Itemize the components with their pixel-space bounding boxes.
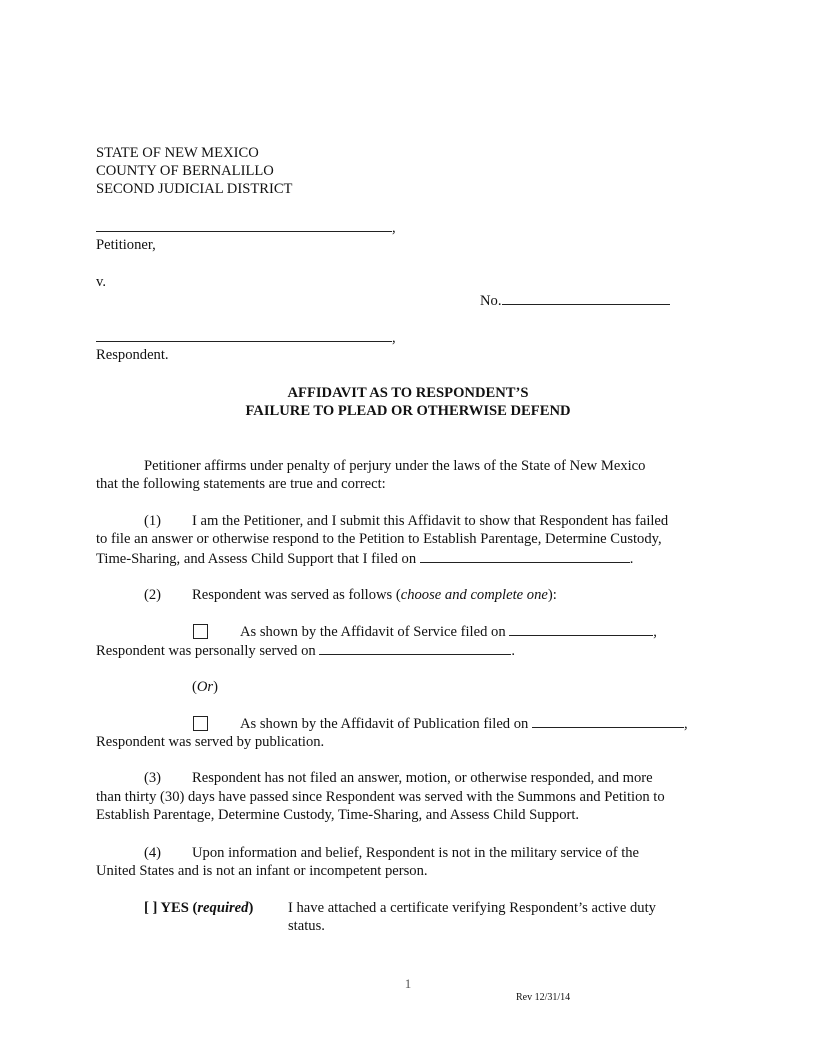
court-state: STATE OF NEW MEXICO: [96, 145, 259, 161]
item1-line3: [96, 549, 633, 568]
respondent-comma: ,: [392, 330, 396, 346]
intro-line1: Petitioner affirms under penalty of perjury under the laws of the State of New Mexico: [144, 458, 646, 474]
item1-number: (1): [144, 513, 162, 529]
or-close: ): [213, 679, 218, 695]
item2-text: [192, 586, 557, 604]
or-label: [192, 678, 218, 696]
document-title-line2: FAILURE TO PLEAD OR OTHERWISE DEFEND: [245, 403, 571, 419]
page-number: 1: [404, 976, 412, 991]
document-title-line1: AFFIDAVIT AS TO RESPONDENT’S: [287, 385, 529, 401]
personal-service-date-line[interactable]: [319, 641, 511, 655]
option-a-line2: [96, 641, 515, 660]
court-county: COUNTY OF BERNALILLO: [96, 163, 274, 179]
option-a-comma: ,: [653, 624, 657, 640]
item3-line1: Respondent has not filed an answer, motion, or otherwise responded, and more: [192, 770, 653, 786]
item3-number: (3): [144, 770, 162, 786]
case-number-label: No.: [480, 293, 502, 309]
publication-checkbox[interactable]: [193, 716, 208, 731]
item1-line3-text: Time-Sharing, and Assess Child Support that I filed on: [96, 551, 417, 567]
revision-label: Rev 12/31/14: [516, 992, 571, 1003]
item2-text-lead: Respondent was served as follows (: [192, 587, 401, 603]
option-a-served-text: Respondent was personally served on: [96, 643, 316, 659]
option-a-line1: [240, 622, 657, 641]
or-text: Or: [196, 679, 214, 695]
respondent-name-field[interactable]: [96, 328, 396, 347]
item3-line2: than thirty (30) days have passed since Respondent was served with the Summons and Petition to: [96, 789, 665, 805]
petition-filed-date-line[interactable]: [420, 549, 630, 563]
option-a-period: .: [511, 643, 515, 659]
item1-end: .: [629, 551, 634, 567]
respondent-label: Respondent.: [96, 347, 169, 363]
petitioner-comma: ,: [392, 220, 396, 236]
respondent-name-line[interactable]: [96, 328, 392, 342]
court-district: SECOND JUDICIAL DISTRICT: [96, 181, 293, 197]
item1-line2: to file an answer or otherwise respond to the Petition to Establish Parentage, Determine Custody,: [96, 531, 662, 547]
case-number-line[interactable]: [502, 291, 670, 305]
option-b-text: As shown by the Affidavit of Publication filed on: [240, 716, 529, 732]
item3-line3: Establish Parentage, Determine Custody, Time-Sharing, and Assess Child Support.: [96, 807, 580, 823]
intro-line2: that the following statements are true and correct:: [96, 476, 386, 492]
case-number-field[interactable]: [480, 291, 670, 310]
service-checkbox[interactable]: [193, 624, 208, 639]
item2-close: ):: [547, 587, 557, 603]
option-b-comma: ,: [684, 716, 688, 732]
military-yes-option[interactable]: [144, 899, 253, 917]
yes-bracket: [ ] YES (: [144, 900, 198, 916]
petitioner-label: Petitioner,: [96, 237, 156, 253]
service-filed-date-line[interactable]: [509, 622, 653, 636]
option-a-text: As shown by the Affidavit of Service filed on: [240, 624, 506, 640]
option-b-line2: Respondent was served by publication.: [96, 734, 325, 750]
or-open: (: [192, 679, 197, 695]
item4-line2: United States and is not an infant or incompetent person.: [96, 863, 428, 879]
yes-text-line1: I have attached a certificate verifying Respondent’s active duty: [288, 900, 656, 916]
item1-line1: I am the Petitioner, and I submit this Affidavit to show that Respondent has failed: [192, 513, 669, 529]
petitioner-name-line[interactable]: [96, 218, 392, 232]
yes-text-line2: status.: [288, 918, 325, 934]
item2-number: (2): [144, 587, 162, 603]
yes-required: required: [197, 900, 249, 916]
yes-close: ): [248, 900, 254, 916]
petitioner-name-field[interactable]: [96, 218, 396, 237]
item4-line1: Upon information and belief, Respondent is not in the military service of the: [192, 845, 640, 861]
item4-number: (4): [144, 845, 162, 861]
versus-label: v.: [96, 274, 106, 290]
option-b-line1: [240, 714, 688, 733]
item2-instruction: choose and complete one: [400, 587, 548, 603]
publication-filed-date-line[interactable]: [532, 714, 684, 728]
